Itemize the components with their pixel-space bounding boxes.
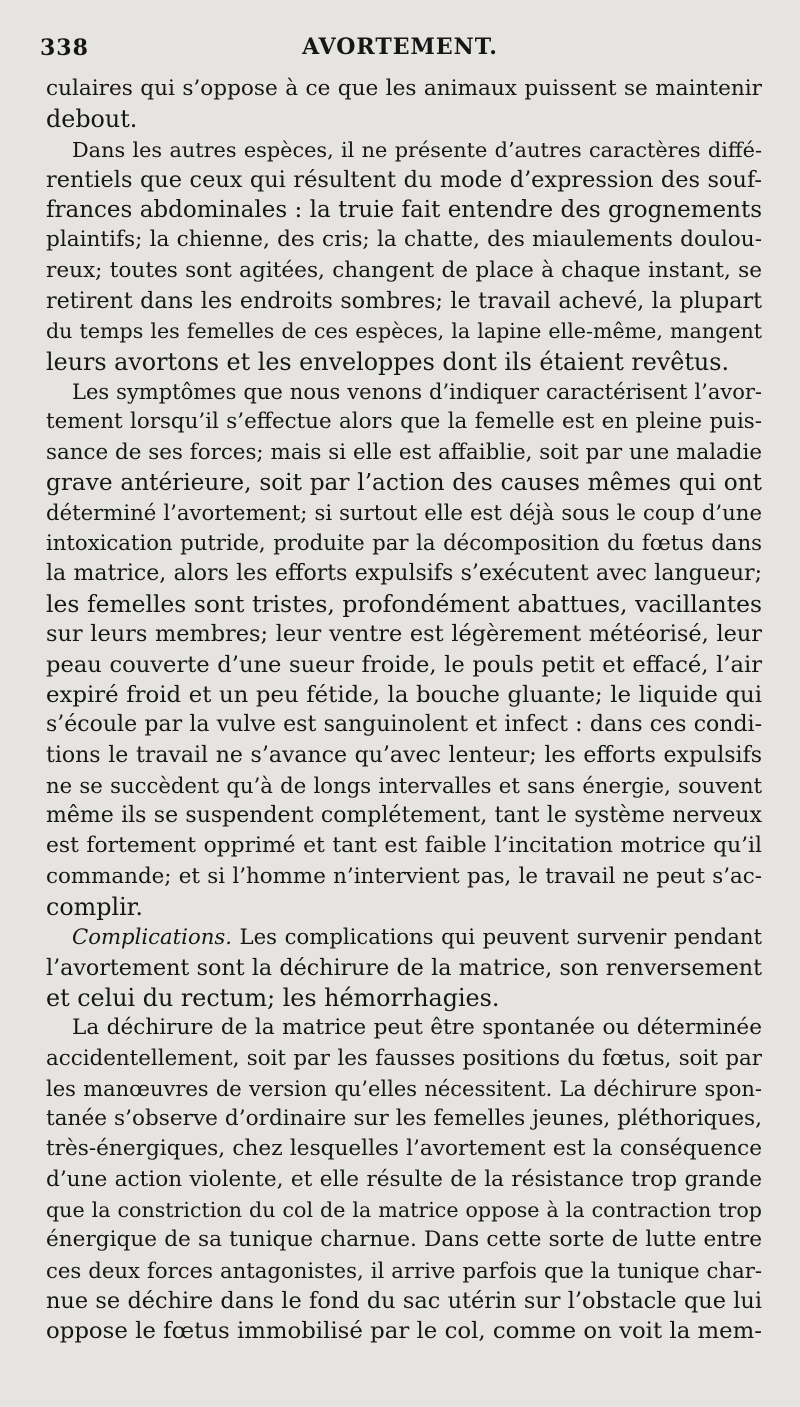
text-line: est fortement opprimé et tant est faible l’incitation motrice qu’il <box>46 833 762 859</box>
text-line: énergique de sa tunique charnue. Dans cette sorte de lutte entre <box>46 1227 762 1253</box>
text-line <box>46 922 762 952</box>
text-line: retirent dans les endroits sombres; le travail achevé, la plupart <box>46 288 762 315</box>
paragraph <box>46 922 762 1013</box>
text-line: s’écoule par la vulve est sanguinolent et infect : dans ces condi- <box>46 712 762 738</box>
text-line: que la constriction du col de la matrice oppose à la contraction trop <box>46 1197 762 1222</box>
body-text <box>46 74 762 1346</box>
text-line: rentiels que ceux qui résultent du mode d’expression des souf- <box>46 166 762 193</box>
text-line: Dans les autres espèces, il ne présente d’autres caractères diffé- <box>72 137 762 162</box>
text-line: debout. <box>46 105 138 134</box>
text-line: tions le travail ne s’avance qu’avec lenteur; les efforts expulsifs <box>46 742 762 768</box>
page-number: 338 <box>40 35 89 61</box>
text-line: expiré froid et un peu fétide, la bouche gluante; le liquide qui <box>46 681 762 708</box>
text-line: la matrice, alors les efforts expulsifs s’exécutent avec langueur; <box>46 560 762 586</box>
text-line: culaires qui s’oppose à ce que les animaux puissent se maintenir <box>46 76 762 101</box>
text-line: du temps les femelles de ces espèces, la lapine elle-même, mangent <box>46 319 762 344</box>
paragraph <box>46 1013 762 1346</box>
text-line: déterminé l’avortement; si surtout elle est déjà sous le coup d’une <box>46 500 762 526</box>
text-line: d’une action violente, et elle résulte de la résistance trop grande <box>46 1166 762 1192</box>
text-line: commande; et si l’homme n’intervient pas, le travail ne peut s’ac- <box>46 863 762 889</box>
text-line: les femelles sont tristes, profondément abattues, vacillantes <box>46 590 762 619</box>
text-line: ces deux forces antagonistes, il arrive parfois que la tunique char- <box>46 1257 762 1283</box>
text-line: intoxication putride, produite par la décomposition du fœtus dans <box>46 530 762 556</box>
text-line: très-énergiques, chez lesquelles l’avortement est la conséquence <box>46 1136 762 1162</box>
text-line: même ils se suspendent complétement, tant le système nerveux <box>46 803 762 829</box>
paragraph <box>46 74 762 135</box>
text-line: La déchirure de la matrice peut être spontanée ou déterminée <box>72 1015 762 1041</box>
text-line: complir. <box>46 893 143 922</box>
paragraph <box>46 135 762 377</box>
text-line: l’avortement sont la déchirure de la matrice, son renversement <box>46 954 762 981</box>
text-line: grave antérieure, soit par l’action des causes mêmes qui ont <box>46 468 762 496</box>
running-title: AVORTEMENT. <box>302 34 498 60</box>
text-line: et celui du rectum; les hémorrhagies. <box>46 983 500 1012</box>
text-line: Les symptômes que nous venons d’indiquer caractérisent l’avor- <box>72 379 762 404</box>
text-line: sur leurs membres; leur ventre est légèrement météorisé, leur <box>46 621 762 648</box>
text-line: reux; toutes sont agitées, changent de place à chaque instant, se <box>46 257 762 283</box>
text-line: oppose le fœtus immobilisé par le col, comme on voit la mem- <box>46 1318 762 1345</box>
text-line: les manœuvres de version qu’elles nécessitent. La déchirure spon- <box>46 1076 762 1101</box>
text-line: plaintifs; la chienne, des cris; la chatte, des miaulements doulou- <box>46 227 762 253</box>
text-line: tement lorsqu’il s’effectue alors que la femelle est en pleine puis- <box>46 409 762 435</box>
text-line: frances abdominales : la truie fait entendre des grognements <box>46 197 762 224</box>
text-line: nue se déchire dans le fond du sac utérin sur l’obstacle que lui <box>46 1287 762 1314</box>
section-lead: Complications. <box>72 924 232 950</box>
text-line: sance de ses forces; mais si elle est affaiblie, soit par une maladie <box>46 439 762 465</box>
text-line: leurs avortons et les enveloppes dont ils étaient revêtus. <box>46 347 730 376</box>
text-line: tanée s’observe d’ordinaire sur les femelles jeunes, pléthoriques, <box>46 1106 762 1132</box>
text-line: peau couverte d’une sueur froide, le pouls petit et effacé, l’air <box>46 651 762 678</box>
paragraph <box>46 377 762 922</box>
text-line: ne se succèdent qu’à de longs intervalles et sans énergie, souvent <box>46 772 762 798</box>
text-line: accidentellement, soit par les fausses positions du fœtus, soit par <box>46 1045 762 1071</box>
text-run: Les complications qui peuvent survenir pendant <box>231 924 762 950</box>
